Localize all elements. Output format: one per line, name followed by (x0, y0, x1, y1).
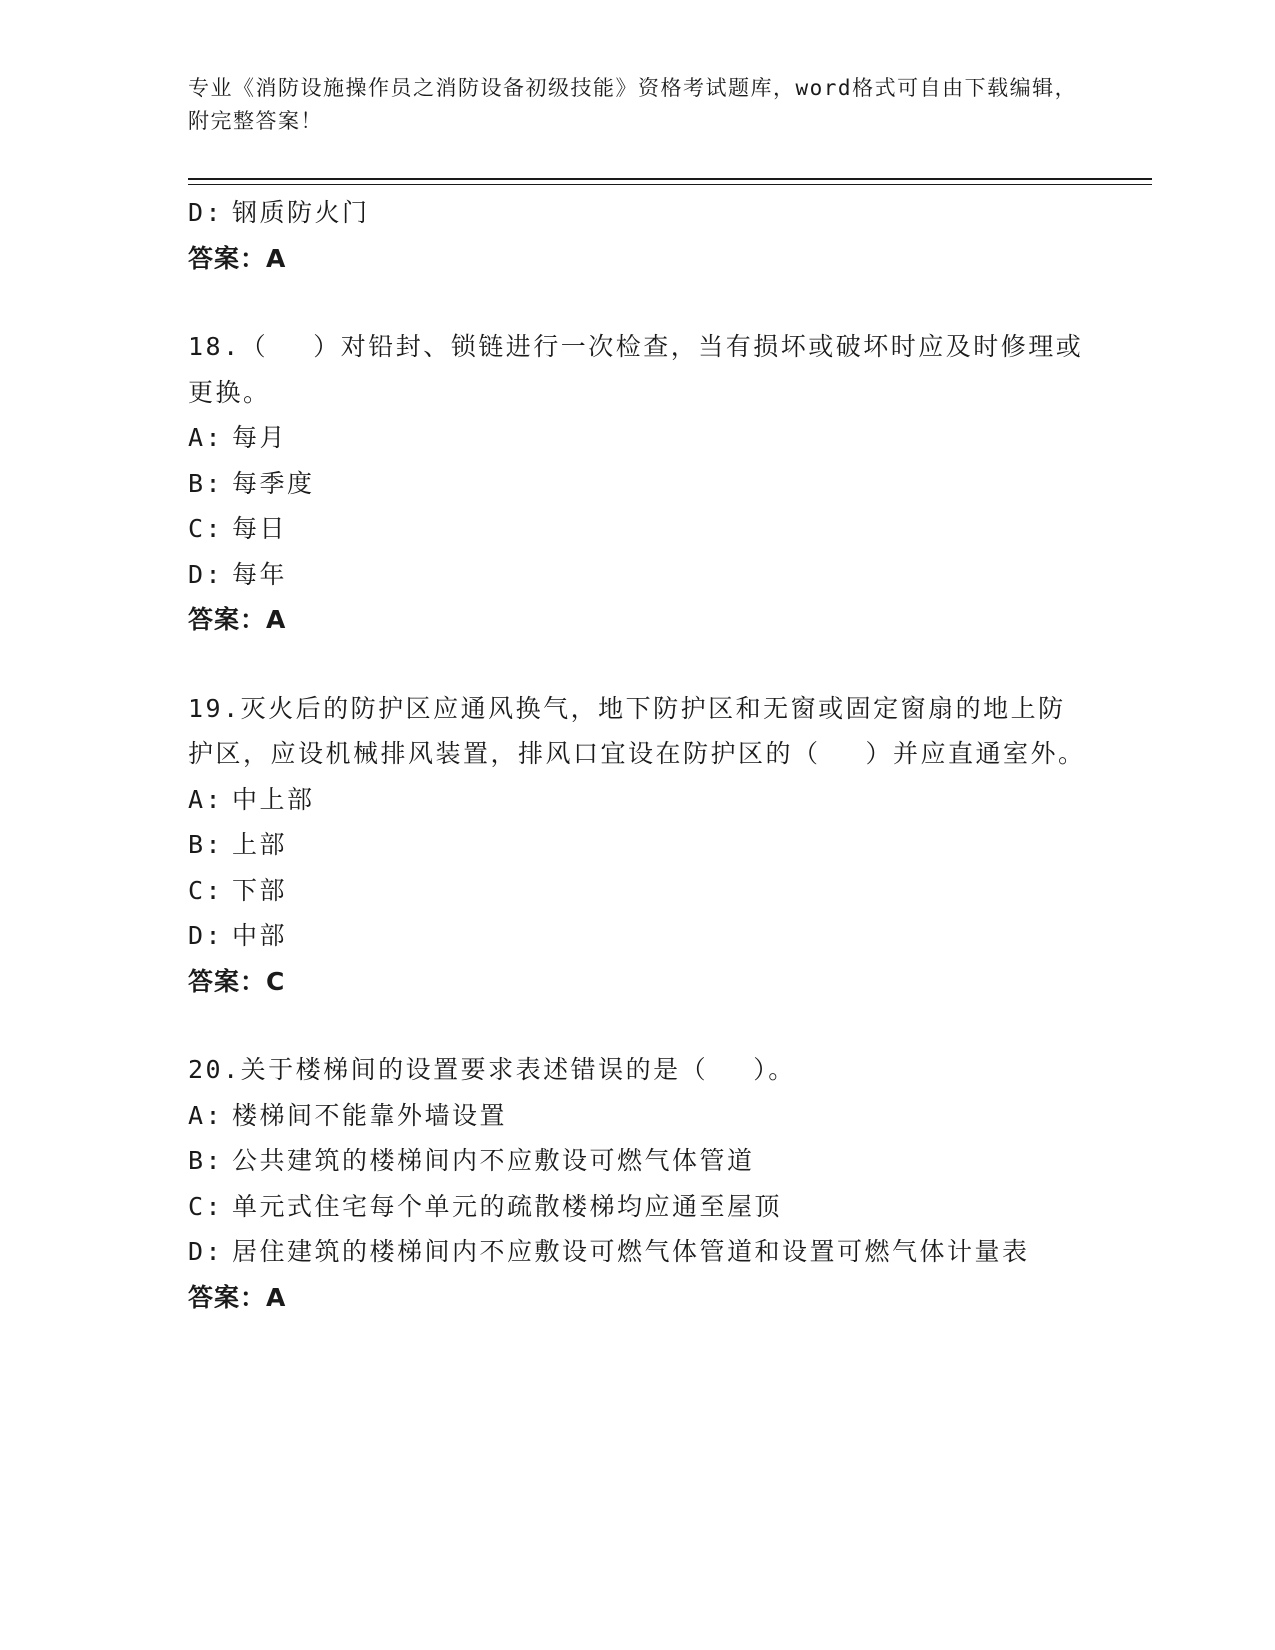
option-label: D: (188, 1237, 224, 1266)
option-text: 每日 (232, 514, 288, 543)
question-stem: 19.灭火后的防护区应通风换气，地下防护区和无窗或固定窗扇的地上防护区，应设机械排风装置，排风口宜设在防护区的（ ）并应直通室外。 (188, 693, 1086, 768)
option-label: A: (188, 1100, 224, 1130)
option-b (188, 461, 1088, 507)
option-label: C: (188, 1191, 224, 1221)
answer-line: 答案：A (188, 1282, 287, 1312)
option-label: B: (188, 468, 224, 498)
answer-line: 答案：A (188, 243, 287, 273)
answer-line: 答案：C (188, 966, 286, 996)
option-text: 下部 (232, 875, 288, 905)
option-text: 居住建筑的楼梯间内不应敷设可燃气体管道和设置可燃气体计量表 (232, 1237, 1030, 1266)
option-label: C: (188, 875, 224, 905)
question-stem: 18.（ ）对铅封、锁链进行一次检查，当有损坏或破坏时应及时修理或更换。 (188, 332, 1084, 407)
option-text: 中上部 (232, 784, 315, 814)
option-a (188, 777, 1088, 823)
option-d (188, 1229, 1088, 1275)
option-d (188, 552, 1088, 598)
option-label: B: (188, 830, 224, 859)
option-d (188, 913, 1088, 959)
option-text: 上部 (232, 830, 288, 859)
header-divider-thin (188, 184, 1152, 185)
option-label: C: (188, 514, 224, 543)
option-text: 中部 (232, 921, 288, 950)
option-c (188, 506, 1088, 552)
option-label: D: (188, 559, 224, 589)
option-text: 公共建筑的楼梯间内不应敷设可燃气体管道 (232, 1146, 755, 1175)
option-c (188, 868, 1088, 914)
option-label: A: (188, 423, 224, 452)
option-text: 单元式住宅每个单元的疏散楼梯均应通至屋顶 (232, 1191, 783, 1221)
document-header: 专业《消防设施操作员之消防设备初级技能》资格考试题库，word格式可自由下载编辑，附完整答案！ (188, 76, 1078, 133)
option-c (188, 1184, 1088, 1230)
option-label: B: (188, 1146, 224, 1175)
option-a (188, 415, 1088, 461)
question-content (188, 190, 1088, 1320)
option-label: A: (188, 784, 224, 814)
option-text: 楼梯间不能靠外墙设置 (232, 1100, 508, 1130)
header-divider-thick (188, 178, 1152, 180)
option-label: D: (188, 198, 224, 227)
option-d (188, 190, 1088, 236)
question-stem: 20.关于楼梯间的设置要求表述错误的是（ ）。 (188, 1055, 796, 1084)
answer-line: 答案：A (188, 605, 287, 634)
option-text: 每季度 (232, 468, 315, 498)
option-text: 每年 (232, 559, 288, 589)
option-label: D: (188, 921, 224, 950)
option-b (188, 822, 1088, 868)
option-a (188, 1093, 1088, 1139)
option-text: 钢质防火门 (232, 198, 370, 227)
option-b (188, 1138, 1088, 1184)
option-text: 每月 (232, 423, 288, 452)
